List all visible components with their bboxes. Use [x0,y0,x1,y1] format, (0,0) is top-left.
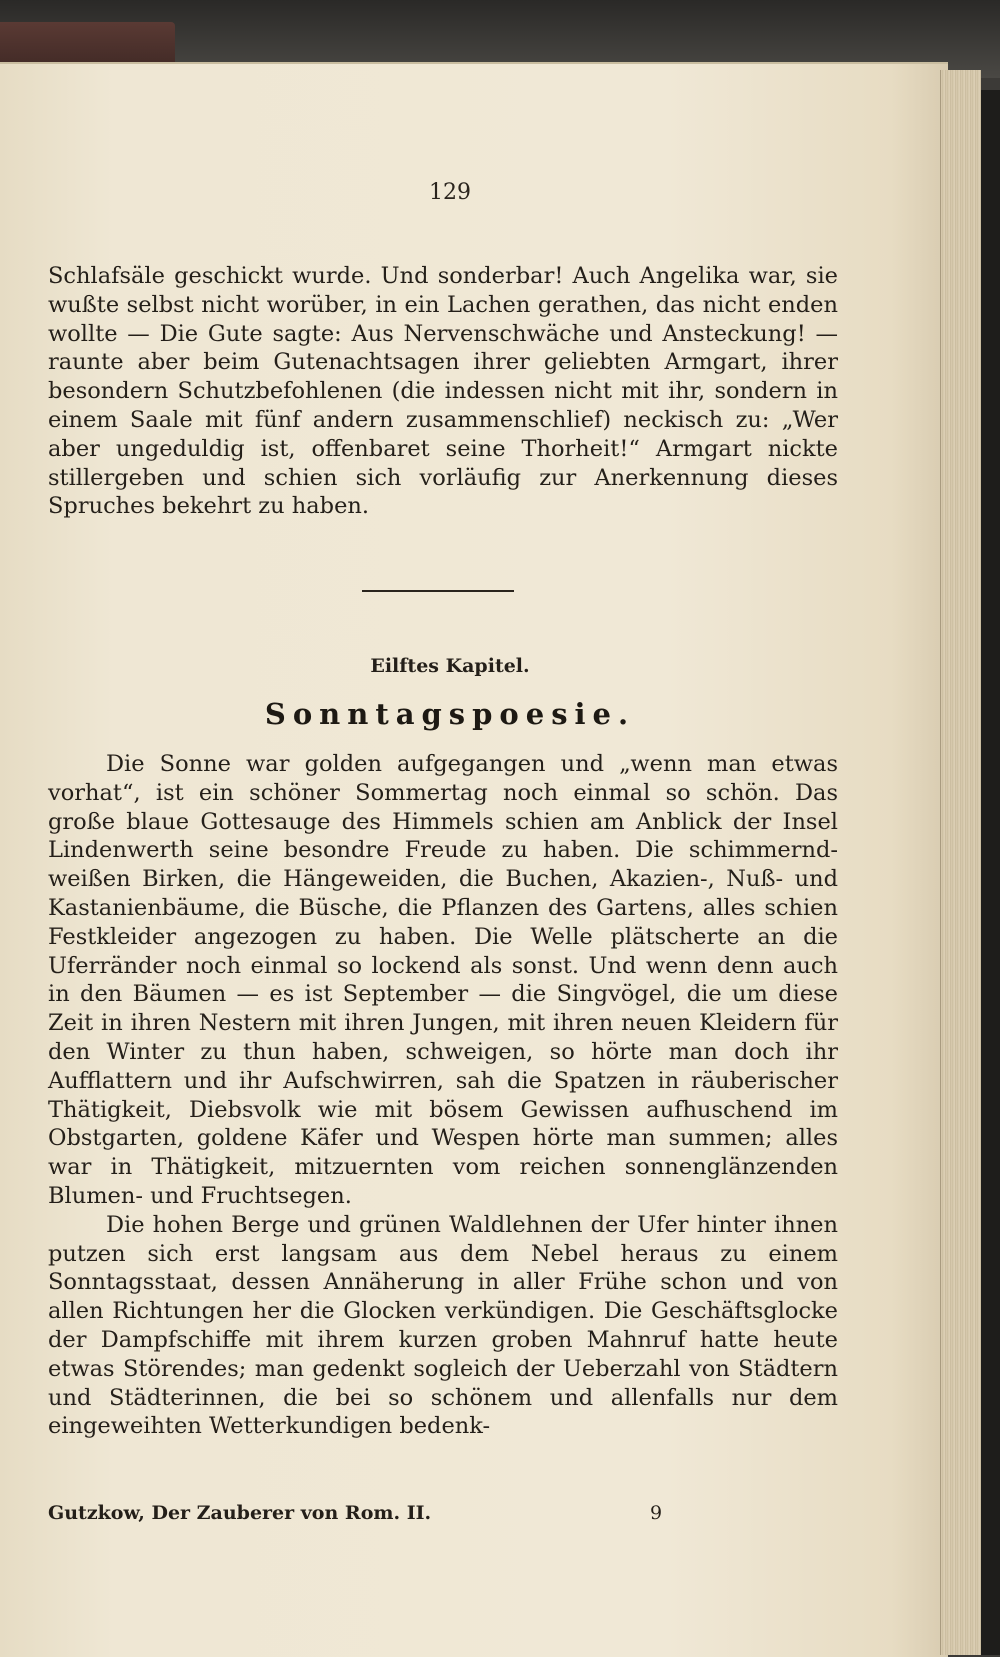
continued-paragraph [48,262,838,521]
page-number: 129 [429,180,471,205]
signature-title: Gutzkow, Der Zauberer von Rom. II. [48,1502,432,1524]
page-edges [940,70,981,1655]
background-right [980,90,1000,1655]
chapter-title: Sonntagspoesie. [264,697,636,731]
paragraph: Die Sonne war golden aufgegangen und „wenn man etwas vorhat“, ist ein schöner Sommertag noch einmal so schön. Das große blaue Gottesauge des Himmels schien am Anblick der Insel Lindenwerth seine besondre Freude zu haben. Die schimmernd-weißen Birken, die Hängeweiden, die Buchen, Akazien-, Nuß- und Kastanienbäume, die Büsche, die Pflanzen des Gartens, alles schien Festkleider angezogen zu haben. Die Welle plätscherte an die Uferränder noch einmal so lockend als sonst. Und wenn denn auch in den Bäumen — es ist September — die Singvögel, die um diese Zeit in ihren Nestern mit ihren Jungen, mit ihren neuen Kleidern für den Winter zu thun haben, schweigen, so hörte man doch ihr Aufflattern und ihr Aufschwirren, sah die Spatzen in räuberischer Thätigkeit, Diebsvolk wie mit bösem Gewissen aufhuschend im Obstgarten, goldene Käfer und Wespen hörte man summen; alles war in Thätigkeit, mitzuernten vom reichen sonnenglänzenden Blumen- und Fruchtsegen. [48,751,838,1209]
chapter-body [48,750,838,1441]
signature-mark: 9 [650,1502,663,1524]
page-footer [48,1502,838,1528]
paragraph: Schlafsäle geschickt wurde. Und sonderbar! Auch Angelika war, sie wußte selbst nicht worüber, in ein Lachen gerathen, das nicht enden wollte — Die Gute sagte: Aus Nervenschwäche und Ansteckung! — raunte aber beim Gutenachtsagen ihrer geliebten Armgart, ihrer besondern Schutzbefohlenen (die indessen nicht mit ihr, sondern in einem Saale mit fünf andern zusammenschlief) neckisch zu: „Wer aber ungeduldig ist, offenbaret seine Thorheit!“ Armgart nickte stillergeben und schien sich vorläufig zur Anerkennung dieses Spruches bekehrt zu haben. [48,263,838,520]
paragraph: Die hohen Berge und grünen Waldlehnen der Ufer hinter ihnen putzen sich erst langsam aus dem Nebel heraus zu einem Sonntagsstaat, dessen Annäherung in aller Frühe schon und von allen Richtungen her die Glocken verkündigen. Die Geschäftsglocke der Dampfschiffe mit ihrem kurzen groben Mahnruf hatte heute etwas Störendes; man gedenkt sogleich der Ueberzahl von Städtern und Städterinnen, die bei so schönem und allenfalls nur dem eingeweihten Wetterkundigen bedenk- [48,1211,838,1440]
section-divider [362,590,514,592]
chapter-label: Eilftes Kapitel. [370,655,530,677]
